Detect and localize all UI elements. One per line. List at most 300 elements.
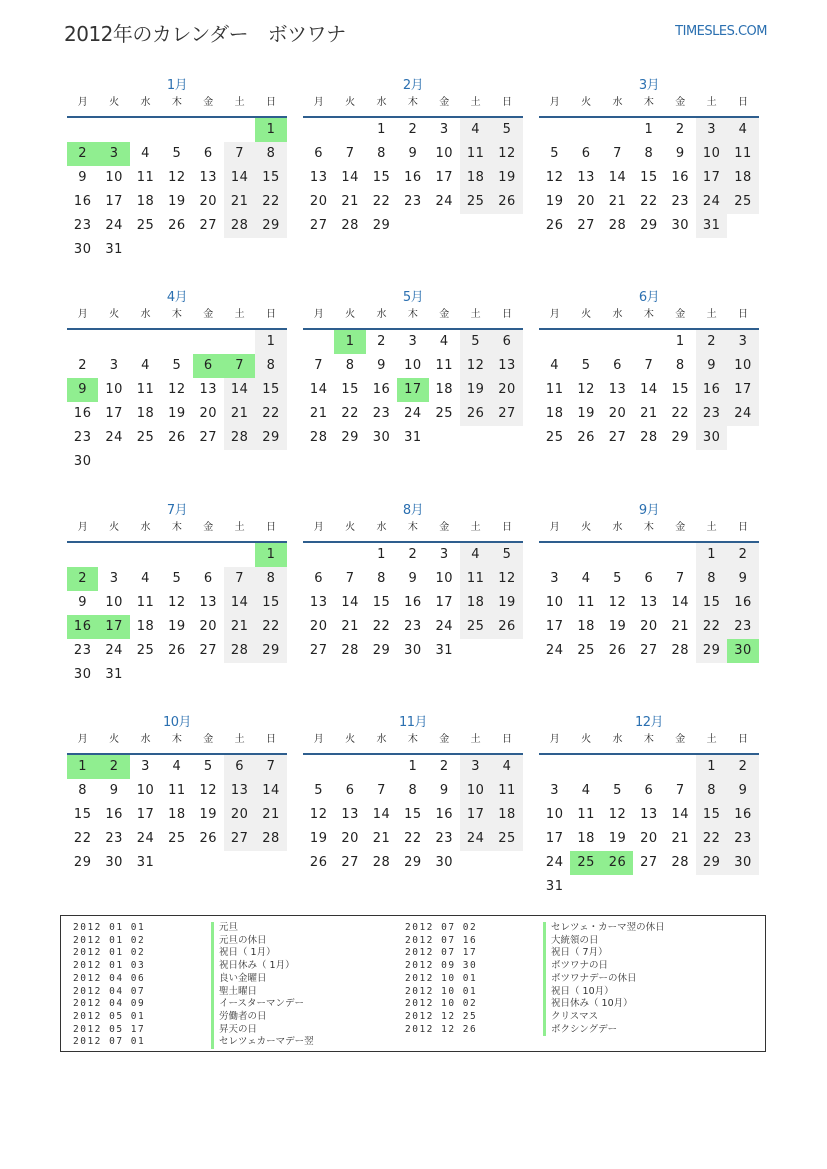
empty-cell <box>539 543 570 567</box>
holiday-date: 2012 10 02 <box>405 998 478 1010</box>
day-cell: 19 <box>608 831 627 846</box>
empty-cell <box>224 450 255 474</box>
day-cell: 7 <box>345 571 355 586</box>
empty-cell <box>491 426 522 450</box>
weekday-label: 木 <box>171 522 182 533</box>
weekday-label: 水 <box>140 734 151 745</box>
day-cell: 28 <box>341 218 359 233</box>
holiday-date: 2012 04 09 <box>73 998 146 1010</box>
day-cell: 20 <box>199 406 218 421</box>
holiday-day-cell: 25 <box>570 851 601 875</box>
day-cell: 10 <box>545 807 564 822</box>
month-4 <box>67 286 287 474</box>
day-cell: 10 <box>105 170 123 185</box>
day-cell: 11 <box>577 807 595 822</box>
day-cell: 25 <box>460 615 491 639</box>
day-cell: 18 <box>460 591 491 615</box>
empty-cell <box>429 214 460 238</box>
empty-cell <box>303 543 334 567</box>
holiday-day-cell: 2 <box>67 567 98 591</box>
day-cell: 31 <box>545 879 564 894</box>
day-cell: 19 <box>309 831 328 846</box>
empty-cell <box>161 543 192 567</box>
month-8 <box>303 499 523 663</box>
day-cell: 13 <box>224 779 255 803</box>
day-cell: 29 <box>255 639 286 663</box>
day-cell: 26 <box>608 643 627 658</box>
day-cell: 31 <box>105 667 123 682</box>
day-cell: 14 <box>640 382 658 397</box>
empty-cell <box>539 755 570 779</box>
day-cell: 5 <box>491 118 522 142</box>
day-cell: 15 <box>372 595 391 610</box>
day-cell: 22 <box>255 190 286 214</box>
month-name: 11月 <box>398 715 428 730</box>
day-cell: 19 <box>577 406 595 421</box>
day-cell: 12 <box>491 142 522 166</box>
month-name: 12月 <box>634 715 664 730</box>
day-cell: 9 <box>408 146 418 161</box>
weekday-label: 日 <box>266 522 277 533</box>
day-cell: 10 <box>404 358 422 373</box>
day-cell: 3 <box>439 122 449 137</box>
empty-cell <box>193 118 224 142</box>
empty-cell <box>665 875 696 899</box>
weekday-label: 金 <box>439 97 450 108</box>
weekday-label: 月 <box>549 309 560 320</box>
empty-cell <box>491 214 522 238</box>
day-cell: 20 <box>640 619 658 634</box>
weekday-label: 日 <box>738 309 749 320</box>
holiday-date: 2012 07 02 <box>405 922 478 933</box>
empty-cell <box>570 330 601 354</box>
holiday-date: 2012 01 03 <box>73 960 146 972</box>
day-cell: 15 <box>73 807 92 822</box>
day-cell: 2 <box>675 122 685 137</box>
day-cell: 4 <box>172 759 182 774</box>
day-cell: 13 <box>640 807 658 822</box>
day-cell: 27 <box>199 218 218 233</box>
day-cell: 30 <box>105 855 123 870</box>
day-cell: 25 <box>435 406 454 421</box>
weekday-label: 月 <box>313 97 324 108</box>
day-cell: 10 <box>105 595 123 610</box>
holiday-list <box>60 915 766 1052</box>
day-cell: 14 <box>671 807 690 822</box>
weekday-label: 火 <box>345 522 356 533</box>
day-cell: 15 <box>255 166 286 190</box>
holiday-name: クリスマス <box>543 1011 665 1024</box>
day-cell: 2 <box>439 759 449 774</box>
day-cell: 21 <box>608 194 627 209</box>
weekday-label: 水 <box>612 522 623 533</box>
day-cell: 21 <box>341 194 359 209</box>
day-cell: 8 <box>644 146 654 161</box>
day-cell: 8 <box>255 354 286 378</box>
day-cell: 26 <box>491 615 522 639</box>
empty-cell <box>98 543 129 567</box>
day-cell: 7 <box>255 755 286 779</box>
day-cell: 2 <box>78 358 88 373</box>
day-cell: 25 <box>460 190 491 214</box>
day-cell: 13 <box>577 170 595 185</box>
holiday-day-cell: 6 <box>193 354 224 378</box>
weekday-label: 火 <box>581 522 592 533</box>
weekday-label: 土 <box>706 734 717 745</box>
day-cell: 5 <box>203 759 213 774</box>
holiday-day-cell: 1 <box>255 118 286 142</box>
empty-cell <box>130 450 161 474</box>
empty-cell <box>67 118 98 142</box>
day-cell: 7 <box>613 146 622 161</box>
day-cell: 6 <box>644 783 654 798</box>
weekday-label: 日 <box>266 734 277 745</box>
weekday-label: 月 <box>549 522 560 533</box>
weekday-label: 金 <box>675 97 686 108</box>
day-cell: 2 <box>377 334 386 349</box>
day-cell: 8 <box>696 567 727 591</box>
empty-cell <box>460 214 491 238</box>
weekday-label: 木 <box>643 734 654 745</box>
day-cell: 20 <box>577 194 595 209</box>
day-cell: 17 <box>105 194 123 209</box>
day-cell: 22 <box>696 615 727 639</box>
empty-cell <box>539 118 570 142</box>
day-cell: 27 <box>491 402 522 426</box>
day-cell: 16 <box>404 170 422 185</box>
day-cell: 19 <box>608 619 627 634</box>
weekday-label: 金 <box>203 97 214 108</box>
day-cell: 6 <box>613 358 622 373</box>
empty-cell <box>602 755 633 779</box>
weekday-label: 火 <box>345 734 356 745</box>
day-cell: 18 <box>491 803 522 827</box>
weekday-label: 水 <box>612 734 623 745</box>
day-cell: 28 <box>341 643 359 658</box>
day-cell: 8 <box>408 783 418 798</box>
empty-cell <box>633 330 664 354</box>
day-cell: 3 <box>141 759 150 774</box>
day-cell: 17 <box>105 406 123 421</box>
empty-cell <box>602 543 633 567</box>
day-cell: 27 <box>199 430 218 445</box>
weekday-label: 木 <box>643 97 654 108</box>
weekday-label: 木 <box>407 309 418 320</box>
month-name: 1月 <box>166 78 188 93</box>
day-cell: 26 <box>168 430 186 445</box>
weekday-label: 水 <box>612 97 623 108</box>
empty-cell <box>303 118 334 142</box>
month-6 <box>539 286 759 450</box>
day-cell: 16 <box>372 382 391 397</box>
holiday-date: 2012 01 01 <box>73 922 146 933</box>
day-cell: 28 <box>255 827 286 851</box>
day-grid <box>67 755 287 875</box>
empty-cell <box>161 118 192 142</box>
day-cell: 15 <box>696 591 727 615</box>
day-cell: 17 <box>545 619 564 634</box>
day-cell: 11 <box>168 783 186 798</box>
day-cell: 19 <box>491 591 522 615</box>
day-cell: 23 <box>404 194 422 209</box>
empty-cell <box>570 875 601 899</box>
day-cell: 28 <box>224 639 255 663</box>
day-cell: 21 <box>341 619 359 634</box>
month-name: 8月 <box>402 503 424 518</box>
day-cell: 10 <box>460 779 491 803</box>
day-cell: 30 <box>73 454 92 469</box>
day-cell: 21 <box>372 831 391 846</box>
weekday-label: 火 <box>109 522 120 533</box>
day-cell: 18 <box>136 194 155 209</box>
day-cell: 10 <box>696 142 727 166</box>
day-cell: 9 <box>78 170 88 185</box>
empty-cell <box>633 755 664 779</box>
holiday-day-cell: 30 <box>727 639 758 663</box>
day-cell: 2 <box>727 543 758 567</box>
empty-cell <box>303 755 334 779</box>
day-cell: 2 <box>696 330 727 354</box>
weekday-header <box>67 94 287 118</box>
day-cell: 12 <box>577 382 595 397</box>
day-cell: 15 <box>640 170 658 185</box>
day-cell: 1 <box>644 122 654 137</box>
weekday-label: 水 <box>140 309 151 320</box>
holiday-name: 大統領の日 <box>543 935 665 948</box>
empty-cell <box>98 118 129 142</box>
weekday-label: 日 <box>738 734 749 745</box>
holiday-name: 昇天の日 <box>211 1024 314 1037</box>
empty-cell <box>397 214 428 238</box>
day-cell: 21 <box>671 831 690 846</box>
day-cell: 20 <box>491 378 522 402</box>
day-cell: 15 <box>341 382 359 397</box>
day-cell: 29 <box>73 855 92 870</box>
day-cell: 6 <box>203 571 213 586</box>
day-cell: 14 <box>224 378 255 402</box>
empty-cell <box>224 330 255 354</box>
month-5 <box>303 286 523 450</box>
month-name: 10月 <box>162 715 192 730</box>
day-cell: 4 <box>460 543 491 567</box>
day-cell: 11 <box>577 595 595 610</box>
day-cell: 15 <box>255 591 286 615</box>
day-cell: 9 <box>727 779 758 803</box>
day-cell: 11 <box>460 567 491 591</box>
month-9 <box>539 499 759 663</box>
holiday-date: 2012 12 26 <box>405 1023 478 1035</box>
month-name: 7月 <box>166 503 188 518</box>
weekday-header <box>67 306 287 330</box>
empty-cell <box>665 543 696 567</box>
holiday-date: 2012 05 17 <box>73 1023 146 1035</box>
weekday-label: 日 <box>738 97 749 108</box>
day-cell: 31 <box>404 430 422 445</box>
day-cell: 18 <box>460 166 491 190</box>
day-cell: 22 <box>255 615 286 639</box>
day-cell: 12 <box>168 595 186 610</box>
day-cell: 16 <box>671 170 690 185</box>
holiday-date: 2012 04 07 <box>73 985 146 997</box>
day-cell: 23 <box>696 402 727 426</box>
day-cell: 10 <box>435 571 454 586</box>
day-cell: 19 <box>168 619 186 634</box>
weekday-label: 火 <box>581 734 592 745</box>
weekday-label: 日 <box>502 522 513 533</box>
day-cell: 9 <box>727 567 758 591</box>
day-grid <box>539 755 759 899</box>
day-cell: 3 <box>408 334 418 349</box>
day-cell: 25 <box>136 218 155 233</box>
day-cell: 27 <box>309 643 328 658</box>
empty-cell <box>633 875 664 899</box>
weekday-label: 火 <box>345 97 356 108</box>
empty-cell <box>193 450 224 474</box>
day-cell: 20 <box>224 803 255 827</box>
day-cell: 16 <box>404 595 422 610</box>
holiday-dates-right <box>405 922 477 1036</box>
weekday-header <box>539 519 759 543</box>
day-cell: 23 <box>435 831 454 846</box>
weekday-label: 土 <box>234 97 245 108</box>
day-cell: 28 <box>608 218 627 233</box>
holiday-name: 祝日休み（ 10月） <box>543 998 665 1011</box>
weekday-label: 日 <box>266 97 277 108</box>
empty-cell <box>224 238 255 262</box>
day-cell: 17 <box>435 595 454 610</box>
holiday-name: ボツワナデーの休日 <box>543 973 665 986</box>
weekday-header <box>303 731 523 755</box>
day-cell: 30 <box>73 667 92 682</box>
empty-cell <box>98 330 129 354</box>
holiday-names-right <box>543 922 665 1036</box>
day-cell: 24 <box>404 406 422 421</box>
day-cell: 16 <box>73 194 92 209</box>
weekday-label: 土 <box>470 97 481 108</box>
day-cell: 29 <box>404 855 422 870</box>
weekday-label: 日 <box>738 522 749 533</box>
day-cell: 23 <box>727 827 758 851</box>
day-cell: 30 <box>671 218 690 233</box>
day-cell: 21 <box>224 190 255 214</box>
day-cell: 27 <box>640 855 658 870</box>
day-cell: 18 <box>545 406 564 421</box>
day-cell: 3 <box>550 783 560 798</box>
day-cell: 3 <box>460 755 491 779</box>
day-cell: 19 <box>460 378 491 402</box>
empty-cell <box>193 543 224 567</box>
day-cell: 24 <box>105 643 123 658</box>
day-cell: 4 <box>727 118 758 142</box>
day-cell: 19 <box>545 194 564 209</box>
holiday-name: 良い金曜日 <box>211 973 314 986</box>
day-grid <box>539 118 759 238</box>
day-cell: 25 <box>577 643 595 658</box>
weekday-label: 土 <box>470 309 481 320</box>
day-cell: 4 <box>439 334 449 349</box>
empty-cell <box>67 330 98 354</box>
day-cell: 18 <box>136 406 155 421</box>
day-cell: 8 <box>255 567 286 591</box>
empty-cell <box>193 663 224 687</box>
holiday-day-cell: 16 <box>67 615 98 639</box>
holiday-day-cell: 2 <box>67 142 98 166</box>
holiday-day-cell: 17 <box>397 378 428 402</box>
day-cell: 20 <box>199 619 218 634</box>
day-cell: 13 <box>309 170 328 185</box>
day-cell: 6 <box>644 571 654 586</box>
day-cell: 7 <box>377 783 386 798</box>
day-cell: 8 <box>675 358 685 373</box>
empty-cell <box>255 663 286 687</box>
empty-cell <box>130 118 161 142</box>
empty-cell <box>193 851 224 875</box>
site-logo[interactable]: TIMESLES.COM <box>675 24 767 39</box>
day-cell: 13 <box>309 595 328 610</box>
empty-cell <box>224 663 255 687</box>
day-cell: 24 <box>545 855 564 870</box>
day-cell: 22 <box>73 831 92 846</box>
day-cell: 19 <box>199 807 218 822</box>
day-cell: 2 <box>727 755 758 779</box>
weekday-label: 火 <box>109 97 120 108</box>
holiday-name: 聖土曜日 <box>211 986 314 999</box>
weekday-label: 月 <box>313 309 324 320</box>
day-cell: 11 <box>491 779 522 803</box>
day-cell: 12 <box>491 567 522 591</box>
weekday-label: 土 <box>470 734 481 745</box>
empty-cell <box>255 238 286 262</box>
day-cell: 17 <box>545 831 564 846</box>
weekday-label: 月 <box>313 522 324 533</box>
day-cell: 23 <box>73 218 92 233</box>
empty-cell <box>224 851 255 875</box>
empty-cell <box>161 450 192 474</box>
day-cell: 20 <box>608 406 627 421</box>
day-cell: 29 <box>341 430 359 445</box>
holiday-dates-left <box>73 922 145 1049</box>
day-cell: 17 <box>696 166 727 190</box>
empty-cell <box>460 639 491 663</box>
empty-cell <box>633 543 664 567</box>
day-cell: 8 <box>377 146 386 161</box>
holiday-day-cell: 7 <box>224 354 255 378</box>
day-cell: 28 <box>671 643 690 658</box>
weekday-label: 土 <box>234 734 245 745</box>
day-cell: 29 <box>372 643 391 658</box>
day-cell: 10 <box>727 354 758 378</box>
day-cell: 28 <box>309 430 328 445</box>
day-cell: 12 <box>168 382 186 397</box>
day-cell: 23 <box>727 615 758 639</box>
day-cell: 28 <box>671 855 690 870</box>
day-cell: 22 <box>640 194 658 209</box>
weekday-label: 日 <box>502 97 513 108</box>
weekday-label: 土 <box>234 309 245 320</box>
day-cell: 25 <box>545 430 564 445</box>
month-3 <box>539 74 759 238</box>
holiday-date: 2012 10 01 <box>405 985 478 997</box>
day-cell: 5 <box>172 571 182 586</box>
day-cell: 3 <box>109 571 119 586</box>
day-cell: 13 <box>608 382 627 397</box>
day-cell: 3 <box>696 118 727 142</box>
day-cell: 21 <box>309 406 328 421</box>
weekday-label: 木 <box>407 522 418 533</box>
day-cell: 12 <box>545 170 564 185</box>
day-cell: 25 <box>491 827 522 851</box>
weekday-label: 火 <box>109 309 120 320</box>
